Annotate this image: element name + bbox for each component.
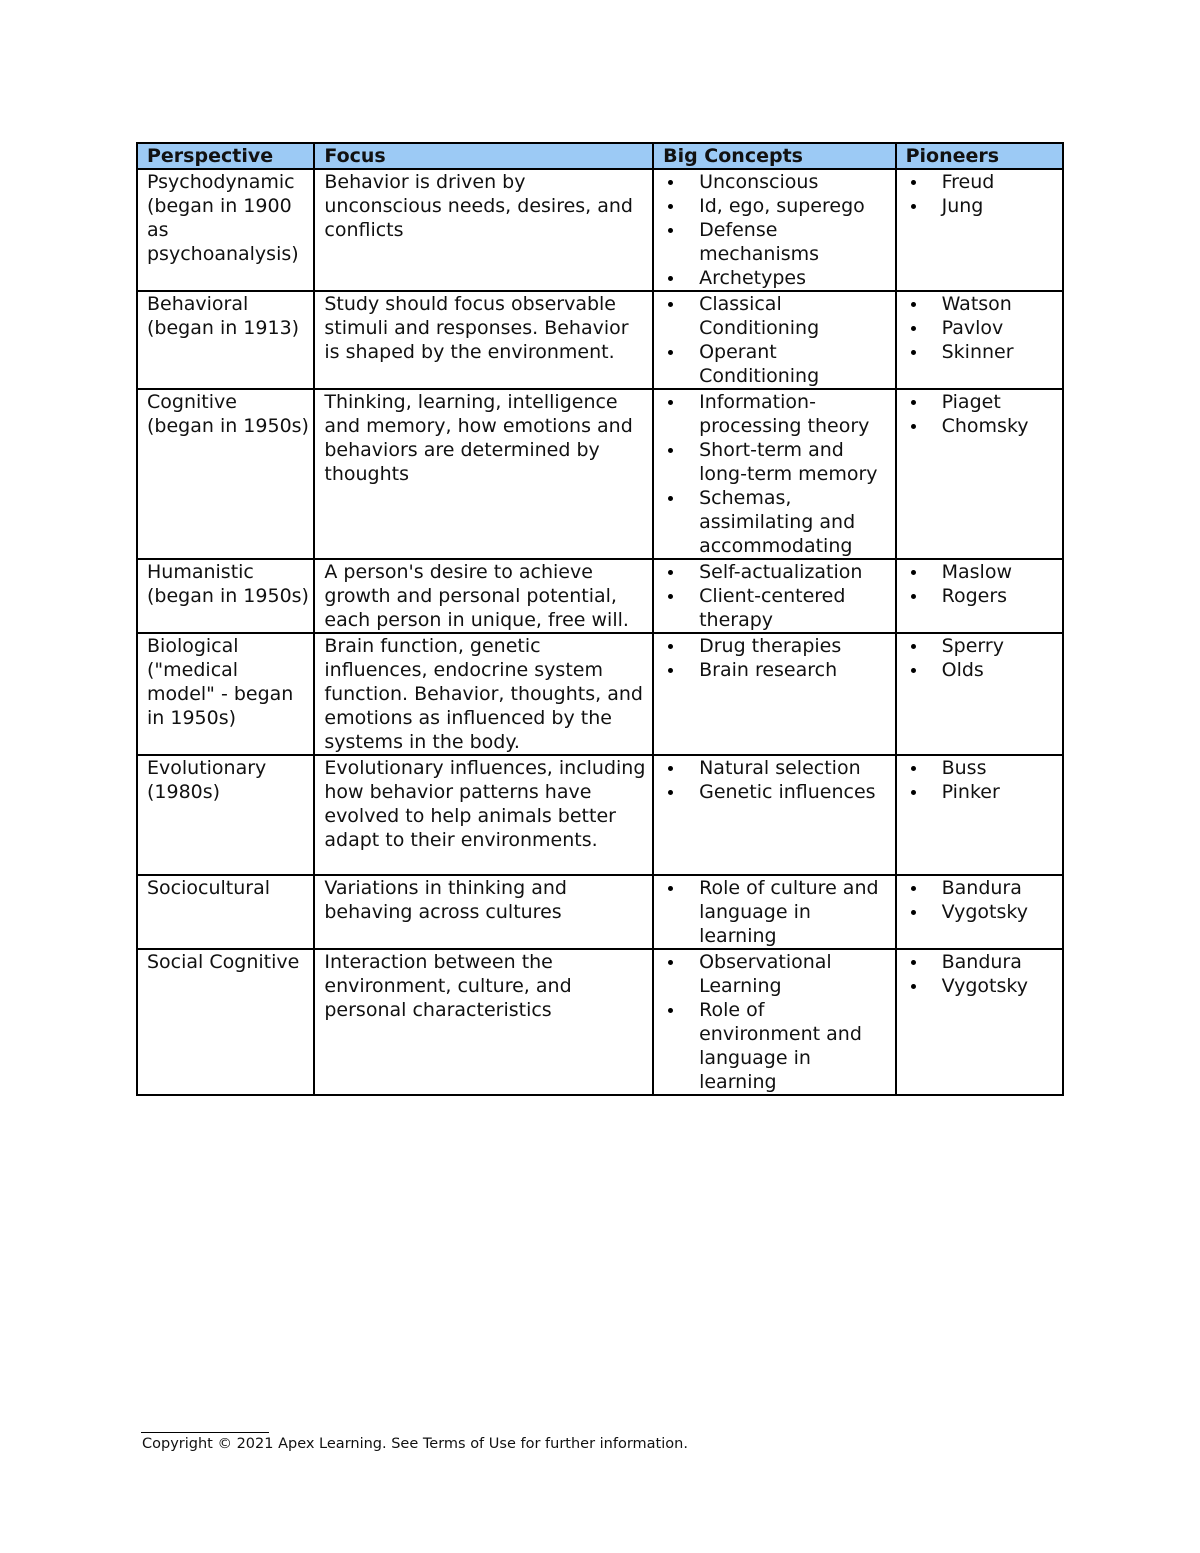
pioneers-list [906,560,1058,608]
list-item: Vygotsky [906,900,1058,924]
list-item: Maslow [906,560,1058,584]
list-item: Role of culture and language in learning [663,876,891,948]
copyright-notice: Copyright © 2021 Apex Learning. See Terms of Use for further information. [142,1436,688,1452]
perspective-cell: Social Cognitive [137,949,314,1095]
focus-cell: Study should focus observable stimuli and responses. Behavior is shaped by the environment. [314,291,653,389]
pioneers-list [906,634,1058,682]
focus-cell: Evolutionary influences, including how behavior patterns have evolved to help animals better adapt to their environments. [314,755,653,875]
list-item: Information-processing theory [663,390,891,438]
concepts-cell [653,755,896,875]
pioneers-list [906,876,1058,924]
concepts-cell [653,633,896,755]
table-row [137,559,1063,633]
list-item: Role of environment and language in learning [663,998,891,1094]
table-row [137,949,1063,1095]
table-row [137,291,1063,389]
concepts-cell [653,875,896,949]
pioneers-cell [896,875,1063,949]
pioneers-cell [896,169,1063,291]
footnote-divider [141,1432,269,1433]
list-item: Pinker [906,780,1058,804]
list-item: Piaget [906,390,1058,414]
list-item: Id, ego, superego [663,194,891,218]
list-item: Skinner [906,340,1058,364]
pioneers-cell [896,633,1063,755]
concepts-list [663,950,891,1094]
list-item: Watson [906,292,1058,316]
list-item: Chomsky [906,414,1058,438]
perspectives-table [136,142,1064,1096]
concepts-cell [653,291,896,389]
pioneers-cell [896,755,1063,875]
pioneers-cell [896,291,1063,389]
list-item: Bandura [906,876,1058,900]
perspective-cell: Psychodynamic (began in 1900 as psychoanalysis) [137,169,314,291]
table-header-row [137,143,1063,169]
focus-cell: Interaction between the environment, culture, and personal characteristics [314,949,653,1095]
list-item: Unconscious [663,170,891,194]
pioneers-cell [896,949,1063,1095]
list-item: Sperry [906,634,1058,658]
table-row [137,169,1063,291]
list-item: Jung [906,194,1058,218]
list-item: Olds [906,658,1058,682]
table-row [137,755,1063,875]
list-item: Brain research [663,658,891,682]
concepts-cell [653,949,896,1095]
table-row [137,389,1063,559]
concepts-list [663,756,891,804]
focus-cell: Variations in thinking and behaving across cultures [314,875,653,949]
concepts-cell [653,169,896,291]
list-item: Genetic influences [663,780,891,804]
concepts-list [663,390,891,558]
pioneers-list [906,170,1058,218]
list-item: Client-centered therapy [663,584,891,632]
list-item: Drug therapies [663,634,891,658]
list-item: Operant Conditioning [663,340,891,388]
concepts-list [663,634,891,682]
list-item: Self-actualization [663,560,891,584]
list-item: Schemas, assimilating and accommodating [663,486,891,558]
perspective-cell: Cognitive (began in 1950s) [137,389,314,559]
list-item: Bandura [906,950,1058,974]
list-item: Freud [906,170,1058,194]
list-item: Vygotsky [906,974,1058,998]
list-item: Defense mechanisms [663,218,891,266]
pioneers-list [906,756,1058,804]
focus-cell: Brain function, genetic influences, endocrine system function. Behavior, thoughts, and emotions as influenced by the systems in the body. [314,633,653,755]
perspective-cell: Biological ("medical model" - began in 1950s) [137,633,314,755]
list-item: Natural selection [663,756,891,780]
perspective-cell: Evolutionary (1980s) [137,755,314,875]
table-row [137,633,1063,755]
list-item: Short-term and long-term memory [663,438,891,486]
focus-cell: A person's desire to achieve growth and personal potential, each person in unique, free will. [314,559,653,633]
perspective-cell: Humanistic (began in 1950s) [137,559,314,633]
perspective-cell: Sociocultural [137,875,314,949]
focus-cell: Thinking, learning, intelligence and memory, how emotions and behaviors are determined by thoughts [314,389,653,559]
pioneers-list [906,390,1058,438]
concepts-cell [653,559,896,633]
pioneers-list [906,292,1058,364]
concepts-list [663,560,891,632]
perspective-cell: Behavioral (began in 1913) [137,291,314,389]
list-item: Pavlov [906,316,1058,340]
header-focus: Focus [314,143,653,169]
header-big-concepts: Big Concepts [653,143,896,169]
header-pioneers: Pioneers [896,143,1063,169]
concepts-list [663,292,891,388]
concepts-list [663,170,891,290]
concepts-cell [653,389,896,559]
concepts-list [663,876,891,948]
header-perspective: Perspective [137,143,314,169]
table-row [137,875,1063,949]
pioneers-cell [896,559,1063,633]
pioneers-cell [896,389,1063,559]
list-item: Buss [906,756,1058,780]
pioneers-list [906,950,1058,998]
list-item: Observational Learning [663,950,891,998]
list-item: Classical Conditioning [663,292,891,340]
focus-cell: Behavior is driven by unconscious needs, desires, and conflicts [314,169,653,291]
list-item: Archetypes [663,266,891,290]
list-item: Rogers [906,584,1058,608]
